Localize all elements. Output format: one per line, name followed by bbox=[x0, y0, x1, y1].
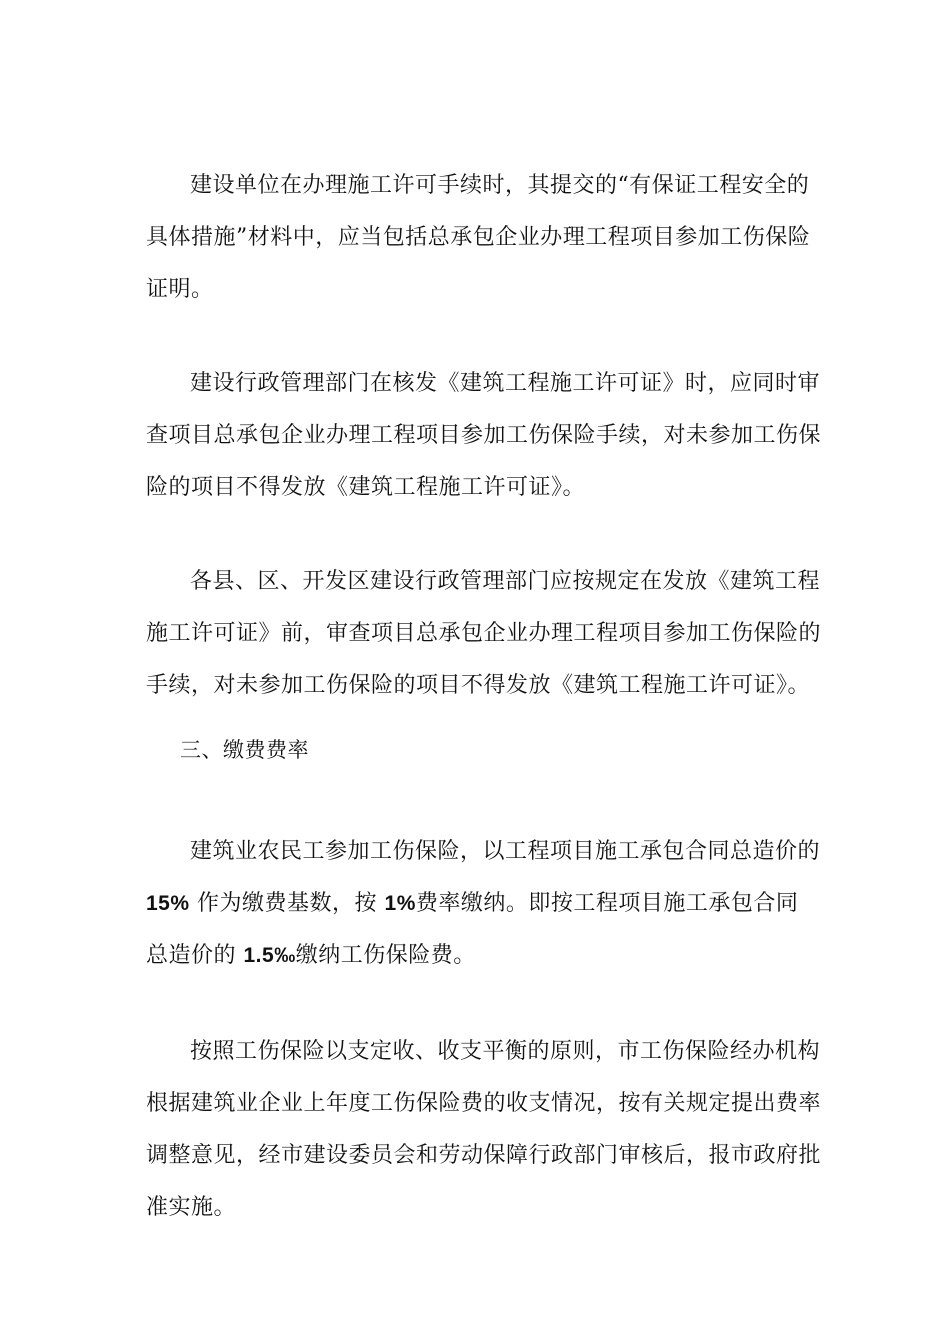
section-heading bbox=[146, 724, 814, 776]
inline-text: 缴纳工伤保险费。 bbox=[295, 943, 476, 968]
section-heading-text: 三、缴费费率 bbox=[180, 738, 309, 762]
paragraph-line: 查项目总承包企业办理工程项目参加工伤保险手续，对未参加工伤保 bbox=[146, 423, 822, 448]
paragraph-admin-department bbox=[146, 358, 822, 514]
paragraph-line: 具体措施”材料中，应当包括总承包企业办理工程项目参加工伤保险 bbox=[146, 225, 811, 250]
paragraph-line: 根据建筑业企业上年度工伤保险费的收支情况，按有关规定提出费率 bbox=[146, 1091, 822, 1116]
paragraph-county-district bbox=[146, 556, 822, 712]
paragraph-line bbox=[146, 878, 814, 930]
rate-base-value: 15% bbox=[146, 892, 190, 915]
rate-percent-value: 1% bbox=[384, 892, 416, 915]
paragraph-line: 调整意见，经市建设委员会和劳动保障行政部门审核后，报市政府批 bbox=[146, 1143, 822, 1168]
inline-text: 作为缴费基数，按 bbox=[189, 891, 385, 916]
paragraph-line: 各县、区、开发区建设行政管理部门应按规定在发放《建筑工程 bbox=[190, 569, 821, 594]
paragraph-line: 建设单位在办理施工许可手续时，其提交的“有保证工程安全的 bbox=[190, 173, 810, 198]
paragraph-line bbox=[146, 930, 814, 982]
inline-text: 费率缴纳。即按工程项目施工承包合同 bbox=[415, 891, 799, 916]
rate-permille-value: 1.5‰ bbox=[243, 944, 296, 967]
paragraph-line: 准实施。 bbox=[146, 1195, 237, 1220]
paragraph-line: 按照工伤保险以支定收、收支平衡的原则，市工伤保险经办机构 bbox=[190, 1039, 821, 1064]
paragraph-line: 证明。 bbox=[146, 277, 214, 302]
paragraph-line: 建设行政管理部门在核发《建筑工程施工许可证》时，应同时审 bbox=[190, 371, 821, 396]
paragraph-adjustment bbox=[146, 1026, 822, 1234]
paragraph-line: 建筑业农民工参加工伤保险，以工程项目施工承包合同总造价的 bbox=[190, 839, 821, 864]
paragraph-line: 险的项目不得发放《建筑工程施工许可证》。 bbox=[146, 475, 586, 500]
inline-text: 总造价的 bbox=[146, 943, 244, 968]
paragraph-line: 施工许可证》前，审查项目总承包企业办理工程项目参加工伤保险的 bbox=[146, 621, 822, 646]
paragraph-construction-unit bbox=[146, 160, 814, 316]
paragraph-fee-rate bbox=[146, 826, 821, 982]
paragraph-line: 手续，对未参加工伤保险的项目不得发放《建筑工程施工许可证》。 bbox=[146, 673, 811, 698]
